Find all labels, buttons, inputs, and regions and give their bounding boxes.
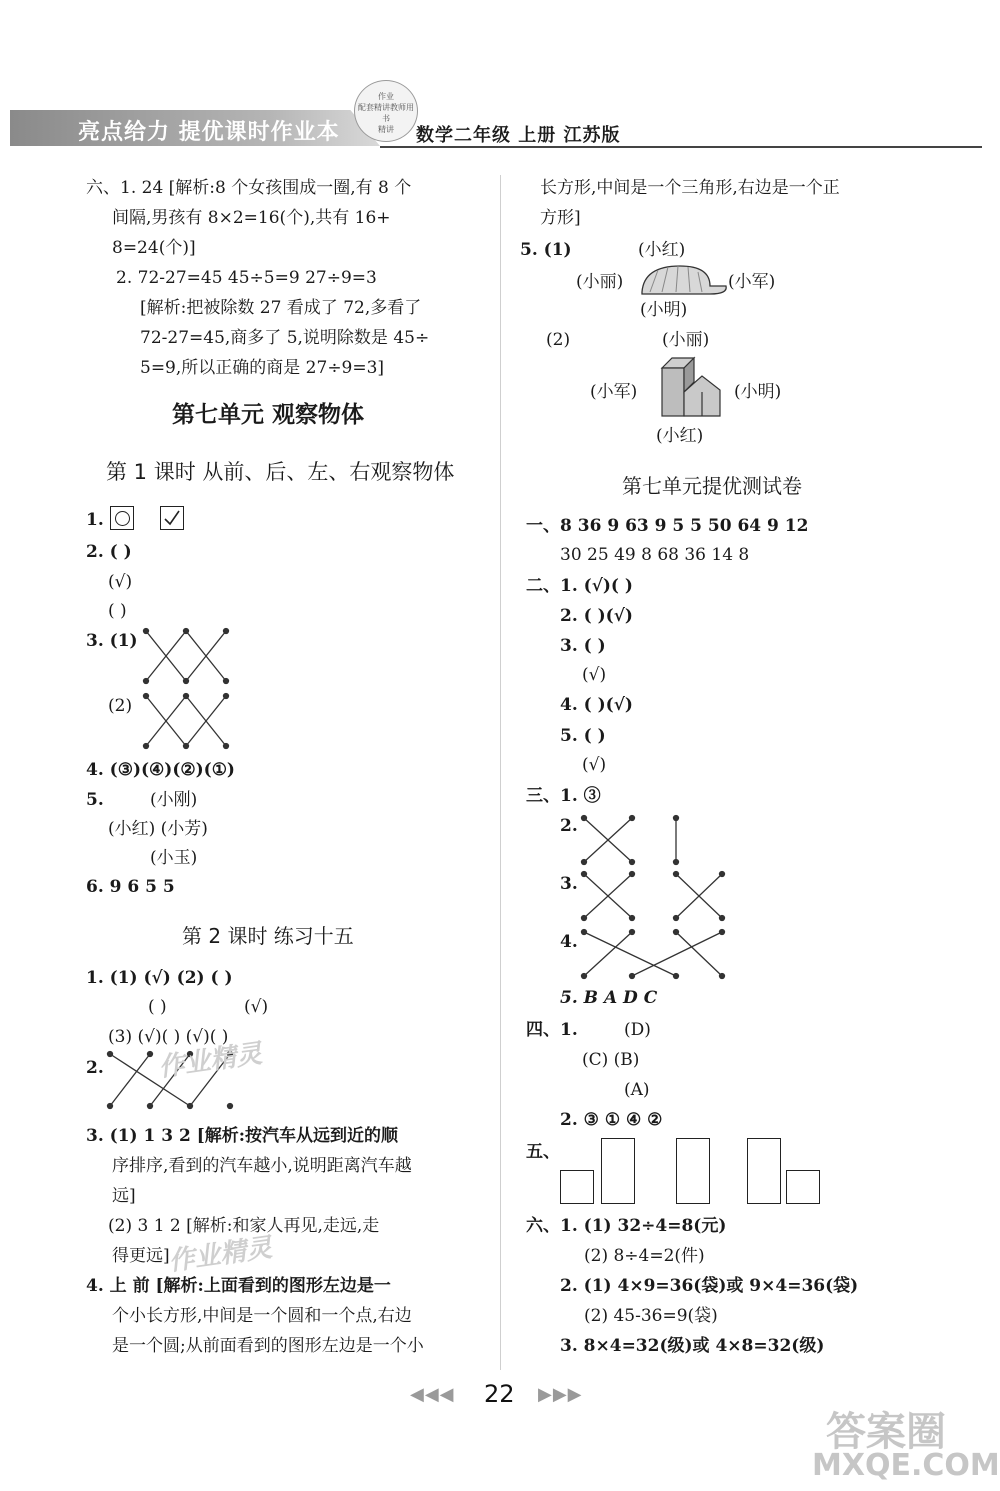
question-number: 2. ( ) [86, 542, 132, 562]
question-number: 5. (1) [520, 240, 572, 260]
option-box [110, 506, 134, 530]
answer-line: (小红) [638, 240, 686, 260]
answer-line: (小红) [656, 426, 704, 446]
answer-line: 六、1. 24 [解析:8 个女孩围成一圈,有 8 个 [86, 178, 412, 198]
question-number: 2. [560, 816, 578, 836]
matching-lines-diagram [140, 625, 235, 687]
next-arrows-icon: ▶▶▶ [538, 1384, 583, 1405]
header-band-title: 亮点给力 提优课时作业本 [78, 120, 340, 145]
seal-line: 配套精讲教师用书 [358, 103, 414, 123]
answer-line: 得更远] [112, 1246, 170, 1266]
question-number: 1. (1) (√) (2) ( ) [86, 968, 233, 988]
watermark-text: 作业精灵 [166, 1232, 274, 1278]
seal-stamp-icon [354, 80, 418, 142]
answer-line: (3) (√)( ) (√)( ) [108, 1027, 229, 1047]
answer-line: (小丽) [662, 330, 710, 350]
answer-line: (小刚) [150, 790, 198, 810]
answer-line: 72-27=45,商多了 5,说明除数是 45÷ [140, 328, 430, 348]
answer-line: 是一个圆;从前面看到的图形左边是一个小 [112, 1336, 424, 1356]
answer-line: (√) [244, 997, 269, 1017]
answer-line: 2. 72-27=45 45÷5=9 27÷9=3 [116, 268, 377, 288]
question-number: 3. (1) [86, 631, 138, 651]
header-rule [380, 146, 982, 148]
answer-line: 一、8 36 9 63 9 5 5 50 64 9 12 [526, 516, 809, 536]
answer-line: 序排序,看到的汽车越小,说明距离汽车越 [112, 1156, 412, 1176]
matching-lines-diagram [578, 812, 698, 868]
answer-line: 4. ( )(√) [560, 695, 633, 715]
shape-rectangle [747, 1138, 781, 1204]
answer-line: (2) [546, 330, 571, 350]
blocks-drawing-icon [660, 354, 724, 418]
answer-line: ( ) [148, 997, 167, 1017]
answer-line: 六、1. (1) 32÷4=8(元) [526, 1216, 727, 1236]
seal-line: 作业 [378, 92, 394, 101]
prev-arrows-icon: ◀◀◀ [410, 1384, 455, 1405]
answer-line: 8=24(个)] [112, 238, 196, 258]
answer-line: (小红) (小芳) [108, 819, 208, 839]
answer-line: (小玉) [150, 848, 198, 868]
watermark-text: 作业精灵 [156, 1038, 264, 1084]
shape-square [786, 1170, 820, 1204]
answer-line: 三、1. ③ [526, 786, 601, 806]
question-number: 6. 9 6 5 5 [86, 877, 175, 897]
answer-line: (√) [582, 755, 607, 775]
answer-line: 远] [112, 1186, 136, 1206]
matching-lines-diagram [140, 690, 235, 752]
answer-line: (2) [108, 696, 133, 716]
watermark-logo: 答案圈 [826, 1409, 946, 1455]
shape-square [560, 1170, 594, 1204]
question-number: 4. 上 前 [解析:上面看到的图形左边是一 [86, 1276, 391, 1296]
column-divider [500, 175, 501, 1370]
question-number: 1. [86, 510, 104, 530]
answer-line: 5. ( ) [560, 726, 606, 746]
answer-line: ( ) [108, 601, 127, 621]
answer-line: 2. ③ ① ④ ② [560, 1110, 663, 1130]
answer-line: 2. (1) 4×9=36(袋)或 9×4=36(袋) [560, 1276, 859, 1296]
shape-rectangle [601, 1138, 635, 1204]
answer-line: (小军) [728, 272, 776, 292]
question-number: 五、 [526, 1142, 560, 1162]
matching-lines-diagram [578, 868, 728, 924]
answer-line: 3. 8×4=32(级)或 4×8=32(级) [560, 1336, 825, 1356]
answer-line: 2. ( )(√) [560, 606, 633, 626]
option-box [160, 506, 184, 530]
answer-line: (C) (B) [582, 1050, 640, 1070]
answer-line: (小军) [590, 382, 638, 402]
shape-rectangle [676, 1138, 710, 1204]
answer-line: 5=9,所以正确的商是 27÷9=3] [140, 358, 385, 378]
answer-line: 5. B A D C [560, 988, 658, 1008]
question-number: 4. (③)(④)(②)(①) [86, 760, 235, 780]
circle-icon [115, 511, 130, 526]
unit-title: 第七单元 观察物体 [172, 402, 365, 428]
lesson-title: 第 2 课时 练习十五 [182, 924, 354, 948]
lesson-title: 第 1 课时 从前、后、左、右观察物体 [106, 460, 455, 484]
cap-drawing-icon [638, 262, 730, 296]
question-number: 2. [86, 1058, 104, 1078]
answer-line: (A) [624, 1080, 650, 1100]
answer-line: (D) [624, 1020, 651, 1040]
answer-line: 3. ( ) [560, 636, 606, 656]
question-number: 5. [86, 790, 104, 810]
watermark-site: MXQE.COM [812, 1448, 1000, 1483]
answer-line: (2) 3 1 2 [解析:和家人再见,走远,走 [108, 1216, 380, 1236]
answer-line: 二、1. (√)( ) [526, 576, 633, 596]
answer-line: 30 25 49 8 68 36 14 8 [560, 545, 750, 565]
seal-line: 精讲 [378, 125, 394, 134]
question-number: 3. [560, 874, 578, 894]
check-icon [163, 509, 181, 527]
answer-line: 方形] [540, 208, 581, 228]
answer-line: [解析:把被除数 27 看成了 72,多看了 [140, 298, 422, 318]
test-title: 第七单元提优测试卷 [622, 474, 802, 498]
answer-line: (小明) [734, 382, 782, 402]
answer-line: (√) [582, 665, 607, 685]
question-number: 3. (1) 1 3 2 [解析:按汽车从远到近的顺 [86, 1126, 399, 1146]
answer-line: (小明) [640, 300, 688, 320]
header-subject-title: 数学二年级 上册 江苏版 [416, 125, 621, 146]
answer-line: 长方形,中间是一个三角形,右边是一个正 [540, 178, 840, 198]
question-number: 四、1. [526, 1020, 578, 1040]
answer-line: 个小长方形,中间是一个圆和一个点,右边 [112, 1306, 412, 1326]
answer-line: 间隔,男孩有 8×2=16(个),共有 16+ [112, 208, 391, 228]
answer-line: (√) [108, 572, 133, 592]
answer-line: (2) 8÷4=2(件) [584, 1246, 705, 1266]
answer-line: (小丽) [576, 272, 624, 292]
matching-lines-diagram [578, 926, 728, 982]
question-number: 4. [560, 932, 578, 952]
page-number: 22 [484, 1380, 515, 1408]
answer-line: (2) 45-36=9(袋) [584, 1306, 718, 1326]
